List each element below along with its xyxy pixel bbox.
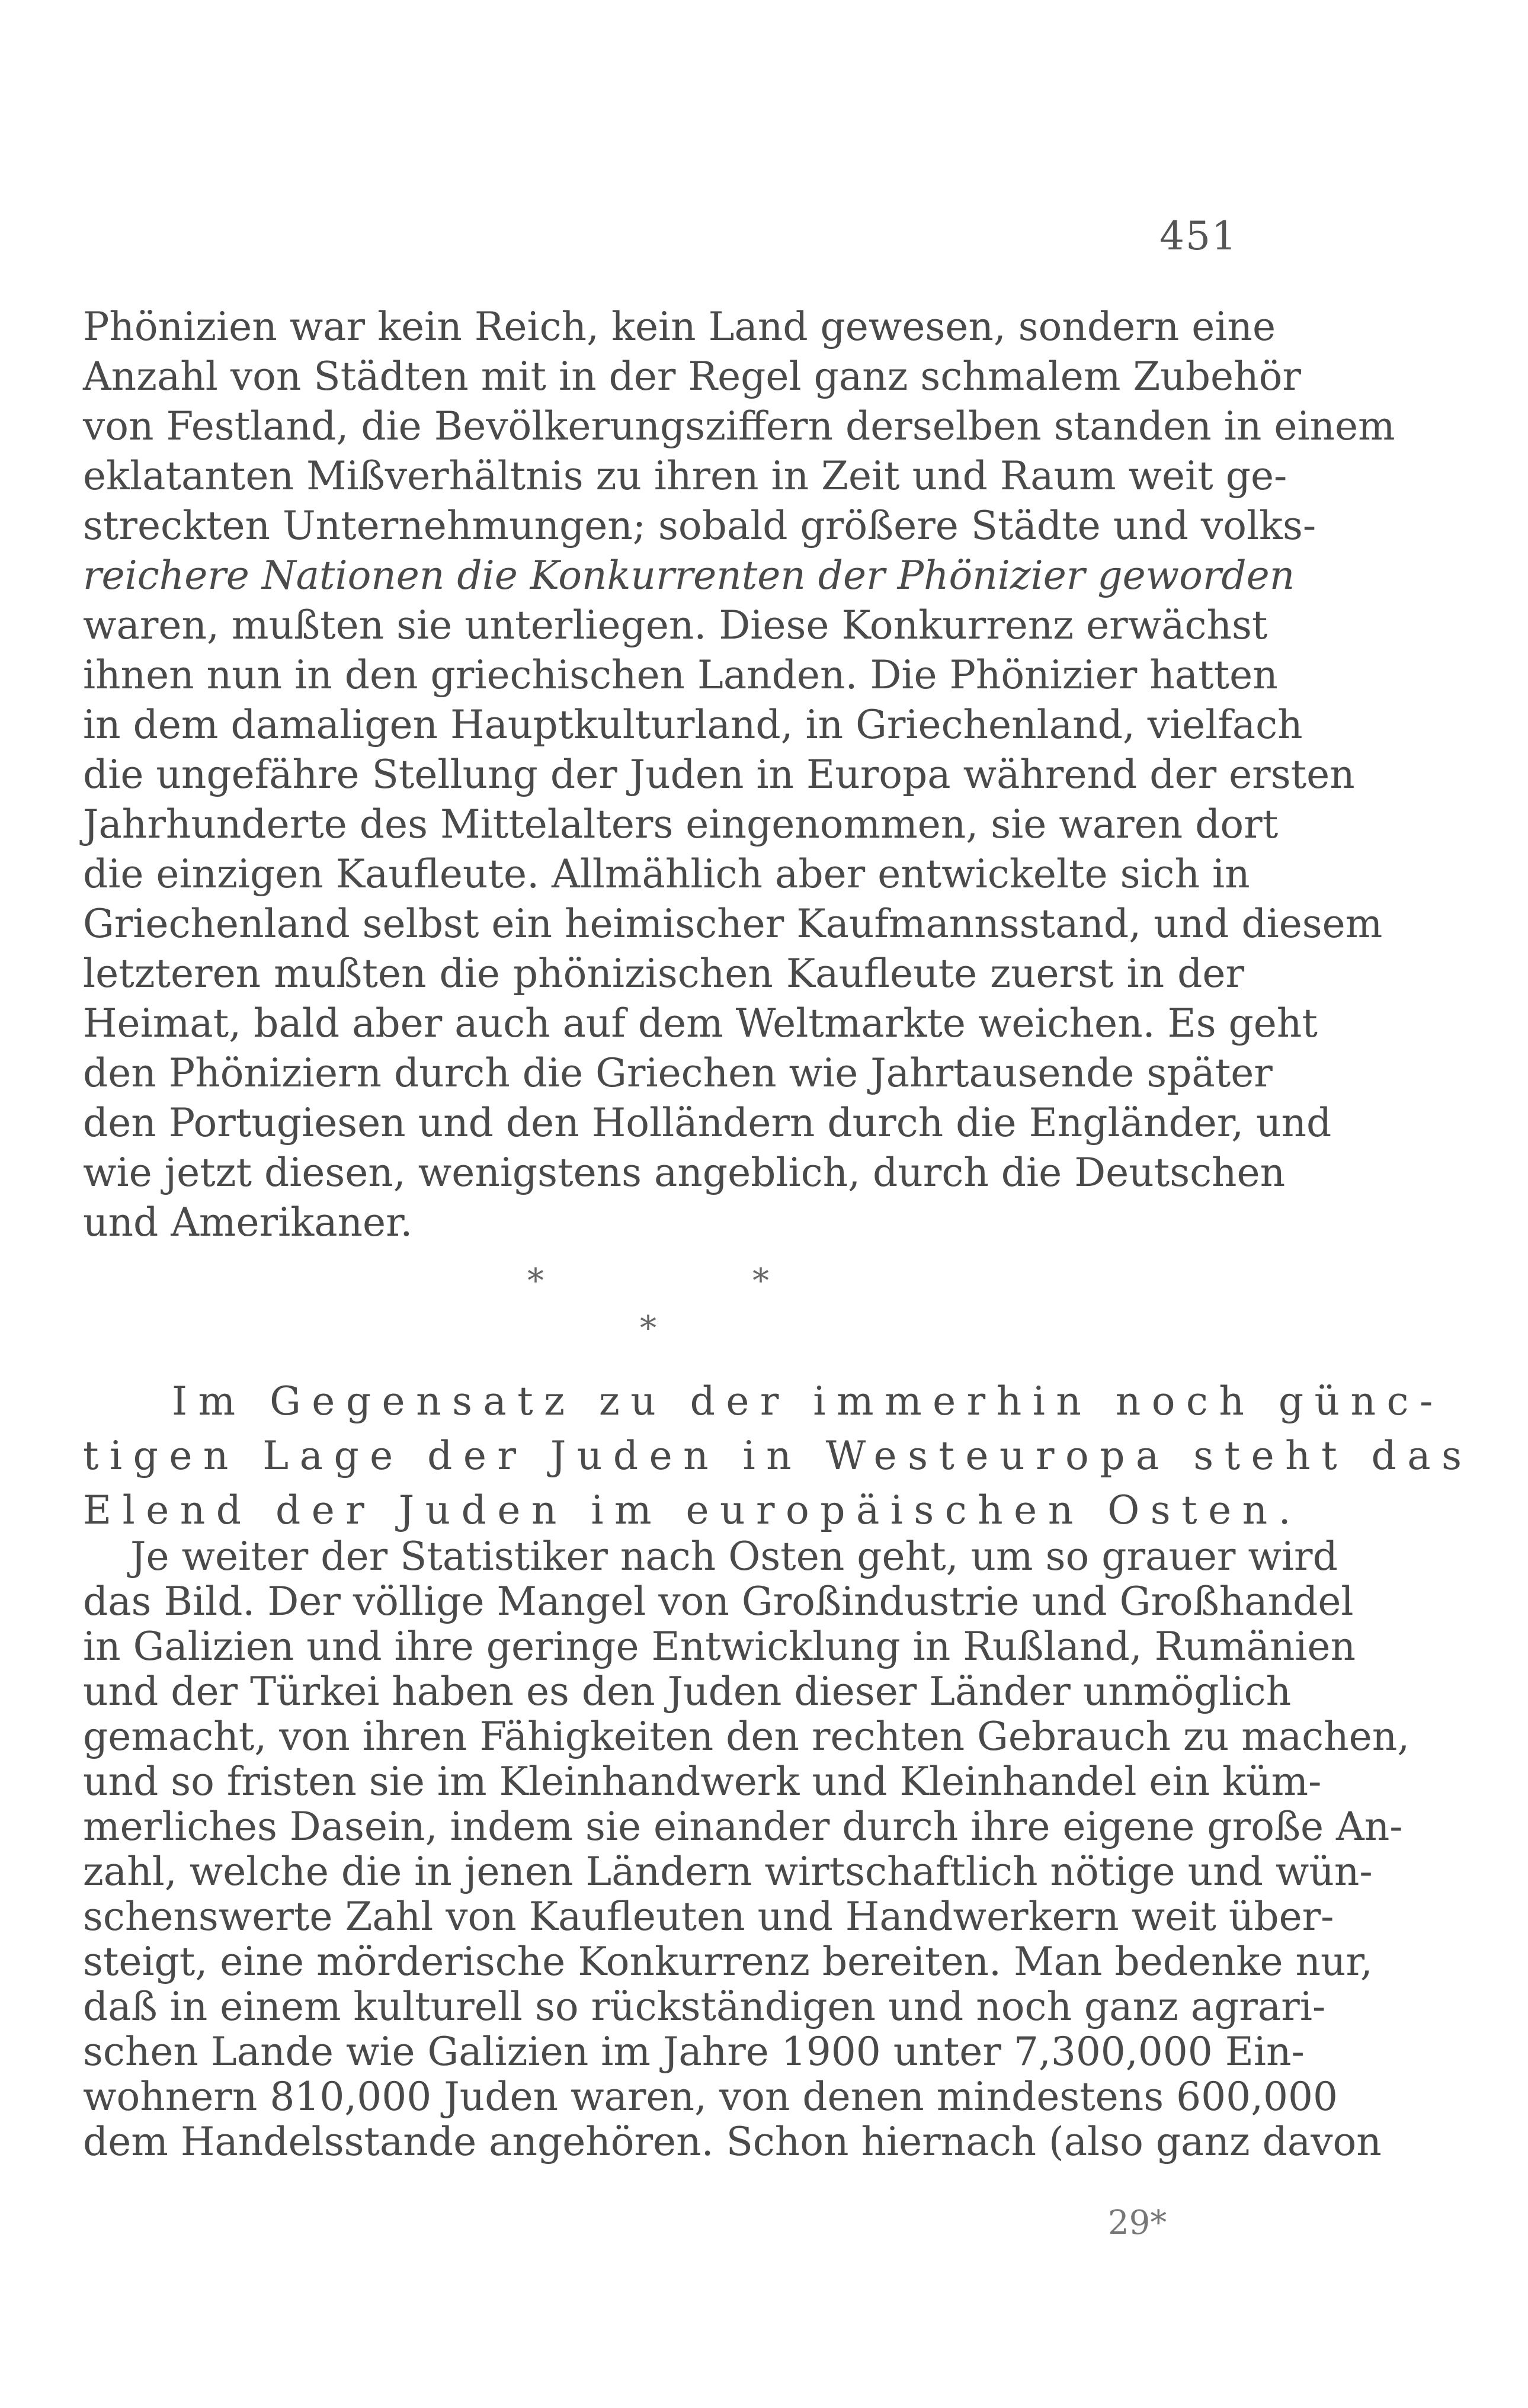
text-line: schen Lande wie Galizien im Jahre 1900 unter 7,300,000 Ein- — [83, 2029, 1305, 2074]
text-line: das Bild. Der völlige Mangel von Großindustrie und Großhandel — [83, 1579, 1354, 1624]
asterisk: * — [640, 1309, 656, 1348]
text-line: gemacht, von ihren Fähigkeiten den rechten Gebrauch zu machen, — [83, 1714, 1410, 1759]
paragraph-1 — [83, 302, 1395, 1248]
text-line: zahl, welche die in jenen Ländern wirtschaftlich nötige und wün- — [83, 1849, 1373, 1894]
text-line: Phönizien war kein Reich, kein Land gewesen, sondern eine — [83, 304, 1276, 350]
text-line: schenswerte Zahl von Kaufleuten und Handwerkern weit über- — [83, 1894, 1334, 1939]
text-line: den Portugiesen und den Holländern durch die Engländer, und — [83, 1100, 1332, 1146]
text-line: Im Gegensatz zu der immerhin noch günс- — [172, 1378, 1444, 1424]
page-number: 451 — [1159, 213, 1238, 259]
text-line: wohnern 810,000 Juden waren, von denen mindestens 600,000 — [83, 2074, 1338, 2120]
text-line: Griechenland selbst ein heimischer Kaufmannsstand, und diesem — [83, 901, 1383, 947]
text-line: und so fristen sie im Kleinhandwerk und Kleinhandel ein küm- — [83, 1759, 1322, 1804]
paragraph-2 — [83, 1374, 1473, 1538]
text-line: daß in einem kulturell so rückständigen und noch ganz agrari- — [83, 1984, 1326, 2029]
text-line: und der Türkei haben es den Juden dieser Länder unmöglich — [83, 1669, 1292, 1714]
text-line: eklatanten Mißverhältnis zu ihren in Zeit und Raum weit ge- — [83, 453, 1287, 499]
text-line: Je weiter der Statistiker nach Osten geht, um so grauer wird — [130, 1534, 1338, 1579]
paragraph-3 — [83, 1534, 1410, 2165]
text-line: in dem damaligen Hauptkulturland, in Griechenland, vielfach — [83, 702, 1303, 748]
sheet-signature: 29* — [1108, 2204, 1167, 2242]
text-line: Heimat, bald aber auch auf dem Weltmarkte weichen. Es geht — [83, 1001, 1318, 1046]
text-line: waren, mußten sie unterliegen. Diese Konkurrenz erwächst — [83, 602, 1268, 648]
text-line: wie jetzt diesen, wenigstens angeblich, durch die Deutschen — [83, 1150, 1286, 1195]
text-line: ihnen nun in den griechischen Landen. Die Phönizier hatten — [83, 652, 1278, 698]
text-line: und Amerikaner. — [83, 1200, 413, 1245]
text-line: den Phöniziern durch die Griechen wie Jahrtausende später — [83, 1050, 1273, 1096]
text-line: die ungefähre Stellung der Juden in Europa während der ersten — [83, 752, 1355, 797]
text-line: Elend der Juden im europäischen Osten. — [83, 1487, 1302, 1533]
text-line: reichere Nationen die Konkurrenten der Phönizier geworden — [83, 553, 1295, 598]
text-line: dem Handelsstande angehören. Schon hiernach (also ganz davon — [83, 2119, 1382, 2165]
text-line: Anzahl von Städten mit in der Regel ganz schmalem Zubehör — [83, 354, 1301, 399]
text-line: in Galizien und ihre geringe Entwicklung in Rußland, Rumänien — [83, 1624, 1356, 1669]
text-line: steigt, eine mörderische Konkurrenz bereiten. Man bedenke nur, — [83, 1939, 1373, 1984]
text-line: tigen Lage der Juden in Westeuropa steht das — [83, 1433, 1473, 1479]
text-line: letzteren mußten die phönizischen Kaufleute zuerst in der — [83, 951, 1244, 996]
asterisk: * — [527, 1262, 544, 1300]
text-line: die einzigen Kaufleute. Allmählich aber entwickelte sich in — [83, 851, 1250, 897]
text-line: merliches Dasein, indem sie einander durch ihre eigene große An- — [83, 1804, 1403, 1849]
asterisk: * — [752, 1262, 769, 1300]
text-line: von Festland, die Bevölkerungsziffern derselben standen in einem — [83, 403, 1395, 449]
text-line: Jahrhunderte des Mittelalters eingenommen, sie waren dort — [83, 801, 1279, 847]
text-line: streckten Unternehmungen; sobald größere Städte und volks- — [83, 503, 1316, 549]
